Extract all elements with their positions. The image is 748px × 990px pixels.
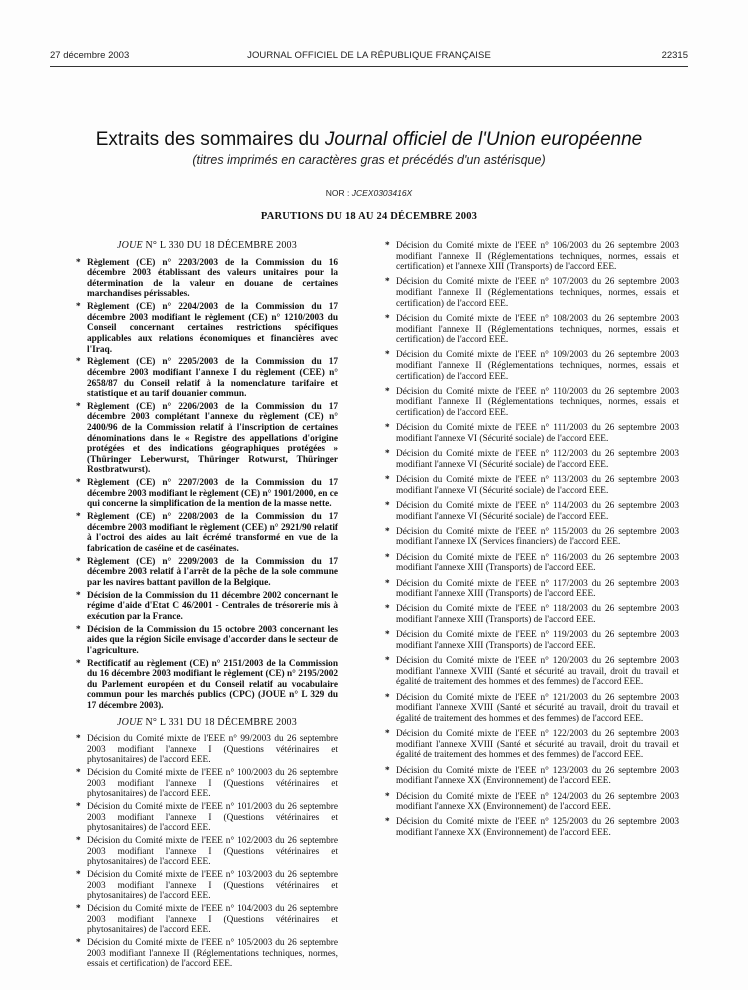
- item-list-l331-continued: [385, 241, 679, 839]
- asterisk-marker: *: [76, 802, 81, 813]
- section-heading-l330: [76, 241, 338, 252]
- list-item: [76, 557, 338, 589]
- item-list-l331: [76, 734, 338, 970]
- asterisk-marker: *: [76, 870, 81, 881]
- item-text: Décision du Comité mixte de l'EEE n° 114/2003 du 26 septembre 2003 modifiant l'annexe VI (Sécurité sociale) de l'accord EEE.: [396, 500, 679, 522]
- list-item: [76, 258, 338, 300]
- item-text: Règlement (CE) n° 2204/2003 de la Commission du 17 décembre 2003 modifiant le règlement (CE) n° 1210/2003 du Conseil concernant certaines restrictions spécifiques applicables aux relations économiques et financières avec l'Iraq.: [87, 302, 338, 355]
- item-text: Décision du Comité mixte de l'EEE n° 122/2003 du 26 septembre 2003 modifiant l'annexe XVIII (Santé et sécurité au travail, droit du travail et égalité de traitement des hommes et des femmes) de l'accord EEE.: [396, 729, 679, 761]
- asterisk-marker: *: [385, 423, 390, 434]
- section-jo: JOUE: [117, 716, 143, 728]
- list-item: [76, 625, 338, 657]
- asterisk-marker: *: [76, 257, 81, 268]
- list-item: [385, 423, 679, 444]
- list-item: [76, 402, 338, 476]
- asterisk-marker: *: [76, 658, 81, 669]
- list-item: [385, 314, 679, 346]
- asterisk-marker: *: [385, 817, 390, 828]
- asterisk-marker: *: [76, 357, 81, 368]
- asterisk-marker: *: [385, 791, 390, 802]
- section-jo: JOUE: [117, 240, 143, 251]
- list-item: [76, 802, 338, 834]
- list-item: [76, 904, 338, 936]
- item-text: Rectificatif au règlement (CE) n° 2151/2003 de la Commission du 16 décembre 2003 modifiant le règlement (CE) n° 2195/2002 du Parlement européen et du Conseil relatif au vocabulaire commun pour les marchés publics (CPC) (JOUE n° L 329 du 17 décembre 2003).: [87, 658, 338, 712]
- item-text: Règlement (CE) n° 2207/2003 de la Commission du 17 décembre 2003 modifiant le règlement (CE) n° 1901/2000, en ce qui concerne la simplification de la mention de la masse nette.: [87, 478, 338, 510]
- list-item: [76, 357, 338, 399]
- asterisk-marker: *: [385, 552, 390, 563]
- item-text: Décision du Comité mixte de l'EEE n° 105/2003 du 26 septembre 2003 modifiant l'annexe II (Réglementations techniques, normes, essais et certification) de l'accord EEE.: [87, 938, 338, 970]
- item-text: Décision de la Commission du 11 décembre 2002 concernant le régime d'aide d'Etat C 46/2001 - Centrales de trésorerie mis à exécution par la France.: [87, 590, 338, 622]
- asterisk-marker: *: [385, 241, 390, 251]
- right-column: [385, 241, 679, 843]
- list-item: [385, 693, 679, 725]
- asterisk-marker: *: [385, 692, 390, 703]
- left-column: [76, 241, 338, 972]
- list-item: [385, 501, 679, 522]
- item-text: Décision du Comité mixte de l'EEE n° 107/2003 du 26 septembre 2003 modifiant l'annexe II (Réglementations techniques, normes, essais et certification) de l'accord EEE.: [396, 277, 679, 309]
- header-page-number: 22315: [661, 50, 688, 61]
- item-text: Décision du Comité mixte de l'EEE n° 109/2003 du 26 septembre 2003 modifiant l'annexe II (Réglementations techniques, normes, essais et certification) de l'accord EEE.: [396, 350, 679, 382]
- asterisk-marker: *: [385, 578, 390, 589]
- list-item: [76, 836, 338, 868]
- item-text: Décision du Comité mixte de l'EEE n° 119/2003 du 26 septembre 2003 modifiant l'annexe XIII (Transports) de l'accord EEE.: [396, 630, 679, 651]
- item-text: Décision du Comité mixte de l'EEE n° 117/2003 du 26 septembre 2003 modifiant l'annexe XIII (Transports) de l'accord EEE.: [396, 578, 679, 600]
- section-issue: N° L 331 DU 18 DÉCEMBRE 2003: [142, 716, 297, 728]
- asterisk-marker: *: [76, 302, 81, 313]
- item-text: Décision de la Commission du 15 octobre 2003 concernant les aides que la région Sicile envisage d'accorder dans le secteur de l'agriculture.: [87, 624, 338, 656]
- asterisk-marker: *: [385, 630, 390, 641]
- item-text: Décision du Comité mixte de l'EEE n° 106/2003 du 26 septembre 2003 modifiant l'annexe II (Réglementations techniques, normes, essais et certification) et l'annexe XIII (Transports) de l'accord EEE.: [396, 241, 679, 273]
- asterisk-marker: *: [76, 904, 81, 915]
- item-text: Décision du Comité mixte de l'EEE n° 115/2003 du 26 septembre 2003 modifiant l'annexe IX (Services financiers) de l'accord EEE.: [396, 526, 679, 548]
- item-text: Décision du Comité mixte de l'EEE n° 108/2003 du 26 septembre 2003 modifiant l'annexe II (Réglementations techniques, normes, essais et certification) de l'accord EEE.: [396, 313, 679, 346]
- list-item: [385, 604, 679, 625]
- list-item: [76, 478, 338, 510]
- asterisk-marker: *: [385, 313, 390, 324]
- page-title: [50, 129, 688, 151]
- item-text: Décision du Comité mixte de l'EEE n° 113/2003 du 26 septembre 2003 modifiant l'annexe VI (Sécurité sociale) de l'accord EEE.: [396, 475, 679, 496]
- title-journal-emphasis: Journal officiel de l'Union européenne: [324, 129, 643, 150]
- asterisk-marker: *: [385, 656, 390, 667]
- page-subtitle: (titres imprimés en caractères gras et précédés d'un astérisque): [192, 153, 546, 167]
- item-text: Décision du Comité mixte de l'EEE n° 100/2003 du 26 septembre 2003 modifiant l'annexe I (Questions vétérinaires et phytosanitaires) de l'accord EEE.: [87, 768, 338, 800]
- item-text: Décision du Comité mixte de l'EEE n° 120/2003 du 26 septembre 2003 modifiant l'annexe XVIII (Santé et sécurité au travail, droit du travail et égalité de traitement des hommes et des femmes) de l'accord EEE.: [396, 656, 679, 688]
- asterisk-marker: *: [385, 475, 390, 486]
- item-text: Décision du Comité mixte de l'EEE n° 101/2003 du 26 septembre 2003 modifiant l'annexe I (Questions vétérinaires et phytosanitaires) de l'accord EEE.: [87, 802, 338, 834]
- list-item: [385, 766, 679, 787]
- list-item: [385, 475, 679, 496]
- asterisk-marker: *: [76, 401, 81, 412]
- list-item: [76, 591, 338, 623]
- item-text: Décision du Comité mixte de l'EEE n° 121/2003 du 26 septembre 2003 modifiant l'annexe XVIII (Santé et sécurité au travail, droit du travail et égalité de traitement des hommes et des femmes) de l'accord EEE.: [396, 692, 679, 724]
- nor-reference: [50, 188, 688, 198]
- asterisk-marker: *: [76, 768, 81, 779]
- item-list-l330: [76, 258, 338, 712]
- item-text: Décision du Comité mixte de l'EEE n° 123/2003 du 26 septembre 2003 modifiant l'annexe XX (Environnement) de l'accord EEE.: [396, 765, 679, 787]
- nor-code: JCEX0303416X: [351, 188, 413, 198]
- header-rule: [50, 66, 688, 67]
- list-item: [385, 553, 679, 574]
- asterisk-marker: *: [385, 386, 390, 397]
- list-item: [76, 768, 338, 800]
- asterisk-marker: *: [76, 478, 81, 489]
- list-item: [385, 527, 679, 548]
- header-date: 27 décembre 2003: [50, 50, 130, 61]
- item-text: Décision du Comité mixte de l'EEE n° 124/2003 du 26 septembre 2003 modifiant l'annexe XX (Environnement) de l'accord EEE.: [396, 791, 679, 813]
- parutions-heading: PARUTIONS DU 18 AU 24 DÉCEMBRE 2003: [260, 211, 478, 222]
- item-text: Règlement (CE) n° 2209/2003 de la Commission du 17 décembre 2003 relatif à l'arrêt de la pêche de la sole commune par les navires battant pavillon de la Belgique.: [87, 556, 338, 588]
- asterisk-marker: *: [385, 350, 390, 361]
- asterisk-marker: *: [76, 734, 81, 745]
- list-item: [76, 512, 338, 554]
- list-item: [76, 659, 338, 712]
- list-item: [76, 302, 338, 355]
- asterisk-marker: *: [385, 449, 390, 460]
- item-text: Décision du Comité mixte de l'EEE n° 118/2003 du 26 septembre 2003 modifiant l'annexe XIII (Transports) de l'accord EEE.: [396, 604, 679, 626]
- item-text: Décision du Comité mixte de l'EEE n° 116/2003 du 26 septembre 2003 modifiant l'annexe XIII (Transports) de l'accord EEE.: [396, 552, 679, 574]
- item-text: Décision du Comité mixte de l'EEE n° 110/2003 du 26 septembre 2003 modifiant l'annexe II (Réglementations techniques, normes, essais et certification) de l'accord EEE.: [396, 386, 679, 419]
- item-text: Règlement (CE) n° 2203/2003 de la Commission du 16 décembre 2003 établissant des valeurs unitaires pour la détermination de la valeur en douane de certaines marchandises périssables.: [87, 257, 338, 300]
- list-item: [385, 579, 679, 600]
- section-heading-l331: [76, 718, 338, 729]
- item-text: Décision du Comité mixte de l'EEE n° 102/2003 du 26 septembre 2003 modifiant l'annexe I (Questions vétérinaires et phytosanitaires) de l'accord EEE.: [87, 836, 338, 868]
- list-item: [385, 792, 679, 813]
- asterisk-marker: *: [385, 500, 390, 511]
- asterisk-marker: *: [76, 512, 81, 523]
- running-header: [50, 50, 688, 64]
- asterisk-marker: *: [385, 526, 390, 537]
- asterisk-marker: *: [76, 624, 81, 635]
- asterisk-marker: *: [385, 729, 390, 740]
- asterisk-marker: *: [385, 765, 390, 776]
- item-text: Décision du Comité mixte de l'EEE n° 99/2003 du 26 septembre 2003 modifiant l'annexe I (Questions vétérinaires et phytosanitaires) de l'accord EEE.: [87, 734, 338, 766]
- asterisk-marker: *: [385, 277, 390, 288]
- item-text: Décision du Comité mixte de l'EEE n° 111/2003 du 26 septembre 2003 modifiant l'annexe VI (Sécurité sociale) de l'accord EEE.: [396, 423, 679, 444]
- list-item: [385, 387, 679, 419]
- item-text: Règlement (CE) n° 2208/2003 de la Commission du 17 décembre 2003 modifiant le règlement (CEE) n° 2921/90 relatif à l'octroi des aides au lait écrémé transformé en vue de la fabrication de caséine et de caséinates.: [87, 512, 338, 554]
- list-item: [76, 938, 338, 970]
- list-item: [76, 870, 338, 902]
- list-item: [385, 277, 679, 309]
- list-item: [385, 817, 679, 838]
- asterisk-marker: *: [76, 938, 81, 949]
- item-text: Décision du Comité mixte de l'EEE n° 103/2003 du 26 septembre 2003 modifiant l'annexe I (Questions vétérinaires et phytosanitaires) de l'accord EEE.: [87, 870, 338, 902]
- asterisk-marker: *: [385, 604, 390, 615]
- asterisk-marker: *: [76, 556, 81, 567]
- list-item: [76, 734, 338, 766]
- asterisk-marker: *: [76, 590, 81, 601]
- asterisk-marker: *: [76, 836, 81, 847]
- item-text: Règlement (CE) n° 2205/2003 de la Commission du 17 décembre 2003 modifiant l'annexe I du règlement (CEE) n° 2658/87 du Conseil relatif à la nomenclature tarifaire et statistique et au tarif douanier commun.: [87, 357, 338, 400]
- list-item: [385, 350, 679, 382]
- item-text: Décision du Comité mixte de l'EEE n° 104/2003 du 26 septembre 2003 modifiant l'annexe I (Questions vétérinaires et phytosanitaires) de l'accord EEE.: [87, 904, 338, 936]
- header-journal-name: JOURNAL OFFICIEL DE LA RÉPUBLIQUE FRANÇAISE: [247, 50, 491, 61]
- item-text: Règlement (CE) n° 2206/2003 de la Commission du 17 décembre 2003 complétant l'annexe du règlement (CE) n° 2400/96 de la Commission relatif à l'inscription de certaines dénominations dans le « Registre des appellations d'origine protégées et des indications géographiques protégées » (Thüringer Leberwurst, Thüringer Rotwurst, Thüringer Rostbratwurst).: [87, 401, 338, 476]
- list-item: [385, 729, 679, 761]
- title-prefix: Extraits des sommaires du: [95, 129, 325, 150]
- list-item: [385, 449, 679, 470]
- section-issue: N° L 330 DU 18 DÉCEMBRE 2003: [142, 240, 297, 251]
- item-text: Décision du Comité mixte de l'EEE n° 112/2003 du 26 septembre 2003 modifiant l'annexe VI (Sécurité sociale) de l'accord EEE.: [396, 449, 679, 470]
- item-text: Décision du Comité mixte de l'EEE n° 125/2003 du 26 septembre 2003 modifiant l'annexe XX (Environnement) de l'accord EEE.: [396, 817, 679, 838]
- list-item: [385, 656, 679, 688]
- list-item: [385, 630, 679, 651]
- nor-label: NOR :: [325, 188, 352, 198]
- list-item: [385, 241, 679, 273]
